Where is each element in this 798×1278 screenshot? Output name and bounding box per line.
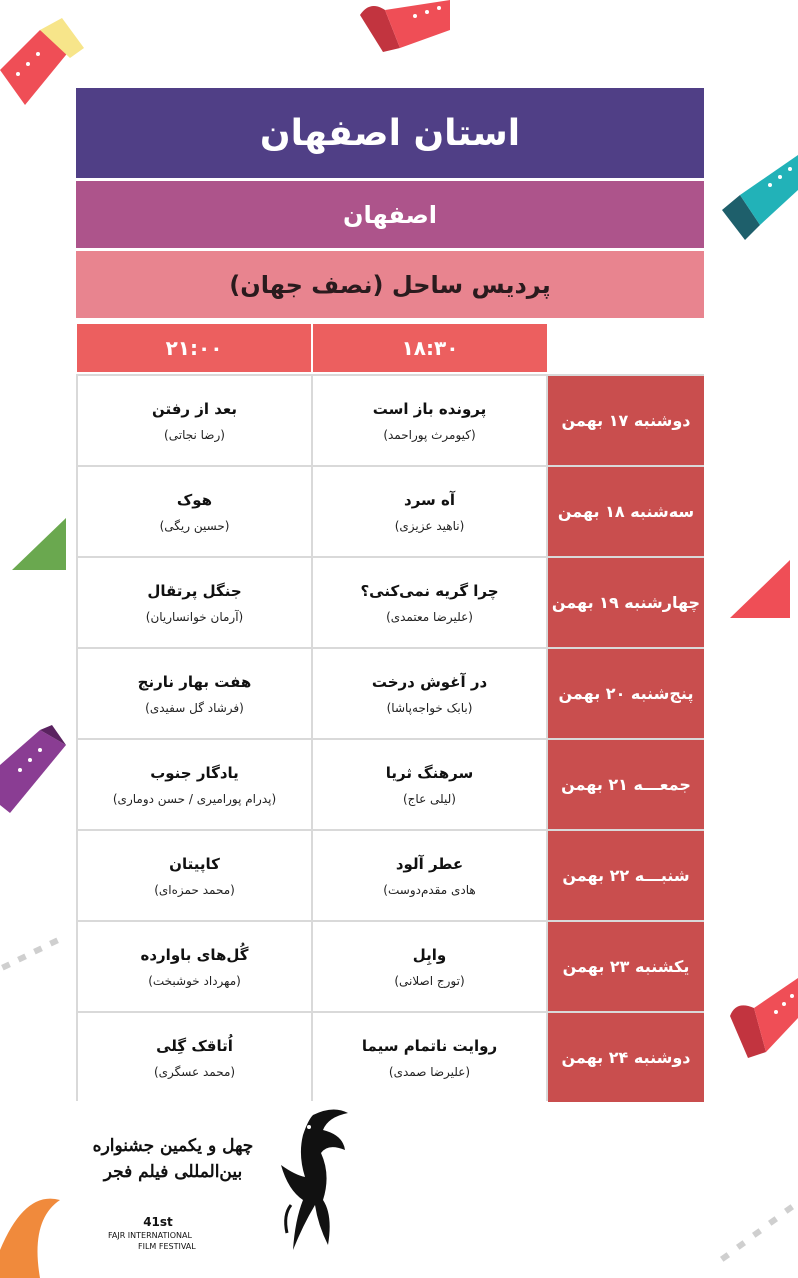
decor-dots-bottom-right-icon xyxy=(715,1200,798,1270)
film-title: پرونده باز است xyxy=(372,399,487,418)
day-label: چهارشنبه ۱۹ بهمن xyxy=(548,558,704,647)
screening-cell xyxy=(313,376,546,465)
decor-film-strip-top-icon xyxy=(355,0,455,55)
film-director: (ناهید عزیزی) xyxy=(394,518,465,533)
screening-cell xyxy=(313,467,546,556)
table-row xyxy=(76,376,704,465)
screening-cell xyxy=(313,831,546,920)
film-director: (محمد حمزه‌ای) xyxy=(154,882,235,897)
screening-cell xyxy=(78,740,311,829)
film-title: عطر آلود xyxy=(395,854,464,873)
day-label: سه‌شنبه ۱۸ بهمن xyxy=(548,467,704,556)
table-row xyxy=(76,558,704,647)
screening-cell xyxy=(78,376,311,465)
table-row xyxy=(76,1013,704,1102)
festival-edition: 41st xyxy=(143,1215,173,1229)
screening-cell xyxy=(78,467,311,556)
film-director: (علیرضا صمدی) xyxy=(388,1064,471,1079)
film-title: جنگل پرتقال xyxy=(147,581,242,600)
film-title: هوک xyxy=(176,490,213,509)
screening-cell xyxy=(78,1013,311,1102)
decor-film-strip-left-purple-icon xyxy=(0,725,70,815)
film-director: (پدرام پورامیری / حسن دوماری) xyxy=(112,791,277,806)
film-director: (بابک خواجه‌پاشا) xyxy=(386,700,473,715)
screening-cell xyxy=(313,1013,546,1102)
table-row xyxy=(76,649,704,738)
screening-cell xyxy=(78,558,311,647)
film-director: (فرشاد گل سفیدی) xyxy=(145,700,244,715)
day-label: دوشنبه ۱۷ بهمن xyxy=(548,376,704,465)
film-title: وابِل xyxy=(412,945,447,964)
film-director: هادی مقدم‌دوست) xyxy=(383,882,476,897)
screening-cell xyxy=(313,740,546,829)
screening-cell xyxy=(313,649,546,738)
festival-name-persian: چهل و یکمین جشنواره بین‌المللی فیلم فجر xyxy=(92,1136,254,1182)
film-title: سرهنگ ثریا xyxy=(385,763,474,782)
day-label: پنج‌شنبه ۲۰ بهمن xyxy=(548,649,704,738)
decor-film-strip-right-red-icon xyxy=(726,978,798,1060)
film-title: گُل‌های باوارده xyxy=(140,945,249,964)
film-director: (علیرضا معتمدی) xyxy=(386,609,473,624)
venue-title: پردیس ساحل (نصف جهان) xyxy=(76,251,704,318)
decor-curl-bottom-left-icon xyxy=(0,1190,70,1278)
simorgh-bird-icon xyxy=(273,1105,353,1255)
decor-triangle-green-icon xyxy=(12,518,66,570)
film-director: (آرمان خوانساریان) xyxy=(145,609,244,624)
film-title: اُتاقک گِلی xyxy=(156,1036,233,1055)
city-title: اصفهان xyxy=(76,181,704,248)
film-director: (تورج اصلانی) xyxy=(394,973,465,988)
screening-cell xyxy=(313,558,546,647)
film-title: روایت ناتمام سیما xyxy=(361,1036,498,1055)
film-director: (رضا نجاتی) xyxy=(164,427,225,442)
festival-name-line1: FAJR INTERNATIONAL xyxy=(108,1231,192,1240)
day-label: دوشنبه ۲۴ بهمن xyxy=(548,1013,704,1102)
table-row xyxy=(76,922,704,1011)
film-title: در آغوش درخت xyxy=(371,672,488,691)
film-director: (لیلی عاج) xyxy=(403,791,456,806)
film-title: چرا گریه نمی‌کنی؟ xyxy=(360,581,499,600)
film-director: (کیومرث پوراحمد) xyxy=(383,427,476,442)
film-director: (محمد عسگری) xyxy=(153,1064,236,1079)
festival-logo xyxy=(78,1105,358,1265)
time-header-second: ۲۱:۰۰ xyxy=(77,324,311,372)
day-label: یکشنبه ۲۳ بهمن xyxy=(548,922,704,1011)
table-row xyxy=(76,740,704,829)
film-director: (مهرداد خوشبخت) xyxy=(148,973,241,988)
decor-triangle-red-icon xyxy=(730,560,790,620)
film-title: کاپیتان xyxy=(169,854,220,873)
festival-name-line2: FILM FESTIVAL xyxy=(138,1242,196,1251)
film-title: بعد از رفتن xyxy=(151,399,238,418)
time-header-first: ۱۸:۳۰ xyxy=(313,324,547,372)
screening-cell xyxy=(78,831,311,920)
screening-cell xyxy=(78,649,311,738)
province-title: استان اصفهان xyxy=(76,88,704,178)
decor-dots-left-icon xyxy=(0,935,70,975)
table-row xyxy=(76,467,704,556)
table-row xyxy=(76,831,704,920)
schedule-table xyxy=(76,374,704,1101)
film-director: (حسین ریگی) xyxy=(159,518,230,533)
day-label: جمعـــه ۲۱ بهمن xyxy=(548,740,704,829)
film-title: آه سرد xyxy=(404,490,455,509)
decor-film-strip-right-teal-icon xyxy=(720,155,798,245)
screening-cell xyxy=(78,922,311,1011)
film-title: هفت بهار نارنج xyxy=(137,672,252,691)
screening-cell xyxy=(313,922,546,1011)
day-label: شنبـــه ۲۲ بهمن xyxy=(548,831,704,920)
film-title: یادگار جنوب xyxy=(150,763,239,782)
